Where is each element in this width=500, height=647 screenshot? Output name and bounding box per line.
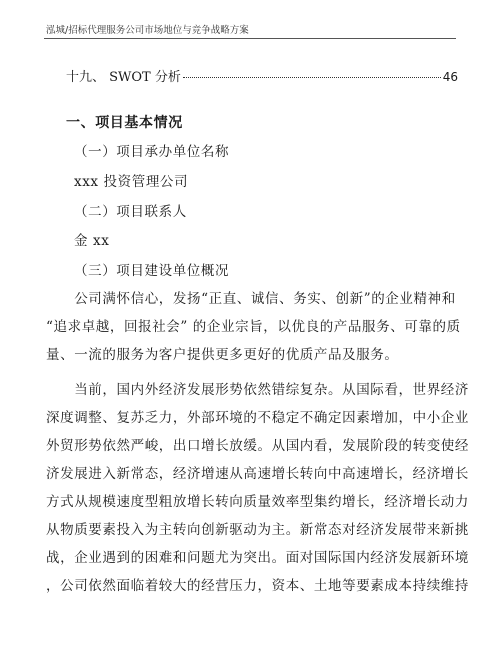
- paragraph-line: 量、一流的服务为客户提供更多更好的优质产品及服务。: [46, 347, 399, 363]
- contact-person-value: 金 xx: [74, 233, 110, 249]
- toc-entry[interactable]: [66, 66, 458, 85]
- paragraph-line: 当前，国内外经济发展形势依然错综复杂。从国际看，世界经济: [46, 382, 469, 398]
- header-divider: [44, 38, 456, 39]
- paragraph-line: 战，企业遇到的困难和问题尤为突出。面对国际国内经济发展新环境: [46, 550, 469, 566]
- paragraph-line: 外贸形势依然严峻，出口增长放缓。从国内看，发展阶段的转变使经: [46, 438, 469, 454]
- section-heading: 一、项目基本情况: [66, 115, 183, 131]
- toc-dot-leader: [183, 77, 441, 78]
- paragraph-line: 深度调整、复苏乏力，外部环境的不稳定不确定因素增加，中小企业: [46, 410, 469, 426]
- paragraph-line: 从物质要素投入为主转向创新驱动为主。新常态对经济发展带来新挑: [46, 522, 469, 538]
- paragraph-line: “追求卓越，回报社会” 的企业宗旨，以优良的产品服务、可靠的质: [46, 319, 461, 335]
- toc-page-number: 46: [442, 70, 458, 84]
- paragraph-line: 济发展进入新常态，经济增速从高速增长转向中高速增长，经济增长: [46, 466, 469, 482]
- subheading-contact-person: （二）项目联系人: [74, 204, 187, 220]
- paragraph-line: 公司满怀信心，发扬“正直、诚信、务实、创新”的企业精神和: [46, 291, 456, 307]
- page-header: 泓城/招标代理服务公司市场地位与竞争战略方案: [46, 25, 249, 36]
- subheading-builder-overview: （三）项目建设单位概况: [74, 263, 230, 279]
- paragraph-line: 方式从规模速度型粗放增长转向质量效率型集约增长，经济增长动力: [46, 494, 469, 510]
- paragraph-line: ，公司依然面临着较大的经营压力，资本、土地等要素成本持续维持: [46, 578, 469, 594]
- subheading-organizer-name: （一）项目承办单位名称: [74, 144, 230, 160]
- toc-entry-label: 十九、 SWOT 分析: [66, 70, 181, 85]
- organizer-name-value: xxx 投资管理公司: [74, 174, 189, 190]
